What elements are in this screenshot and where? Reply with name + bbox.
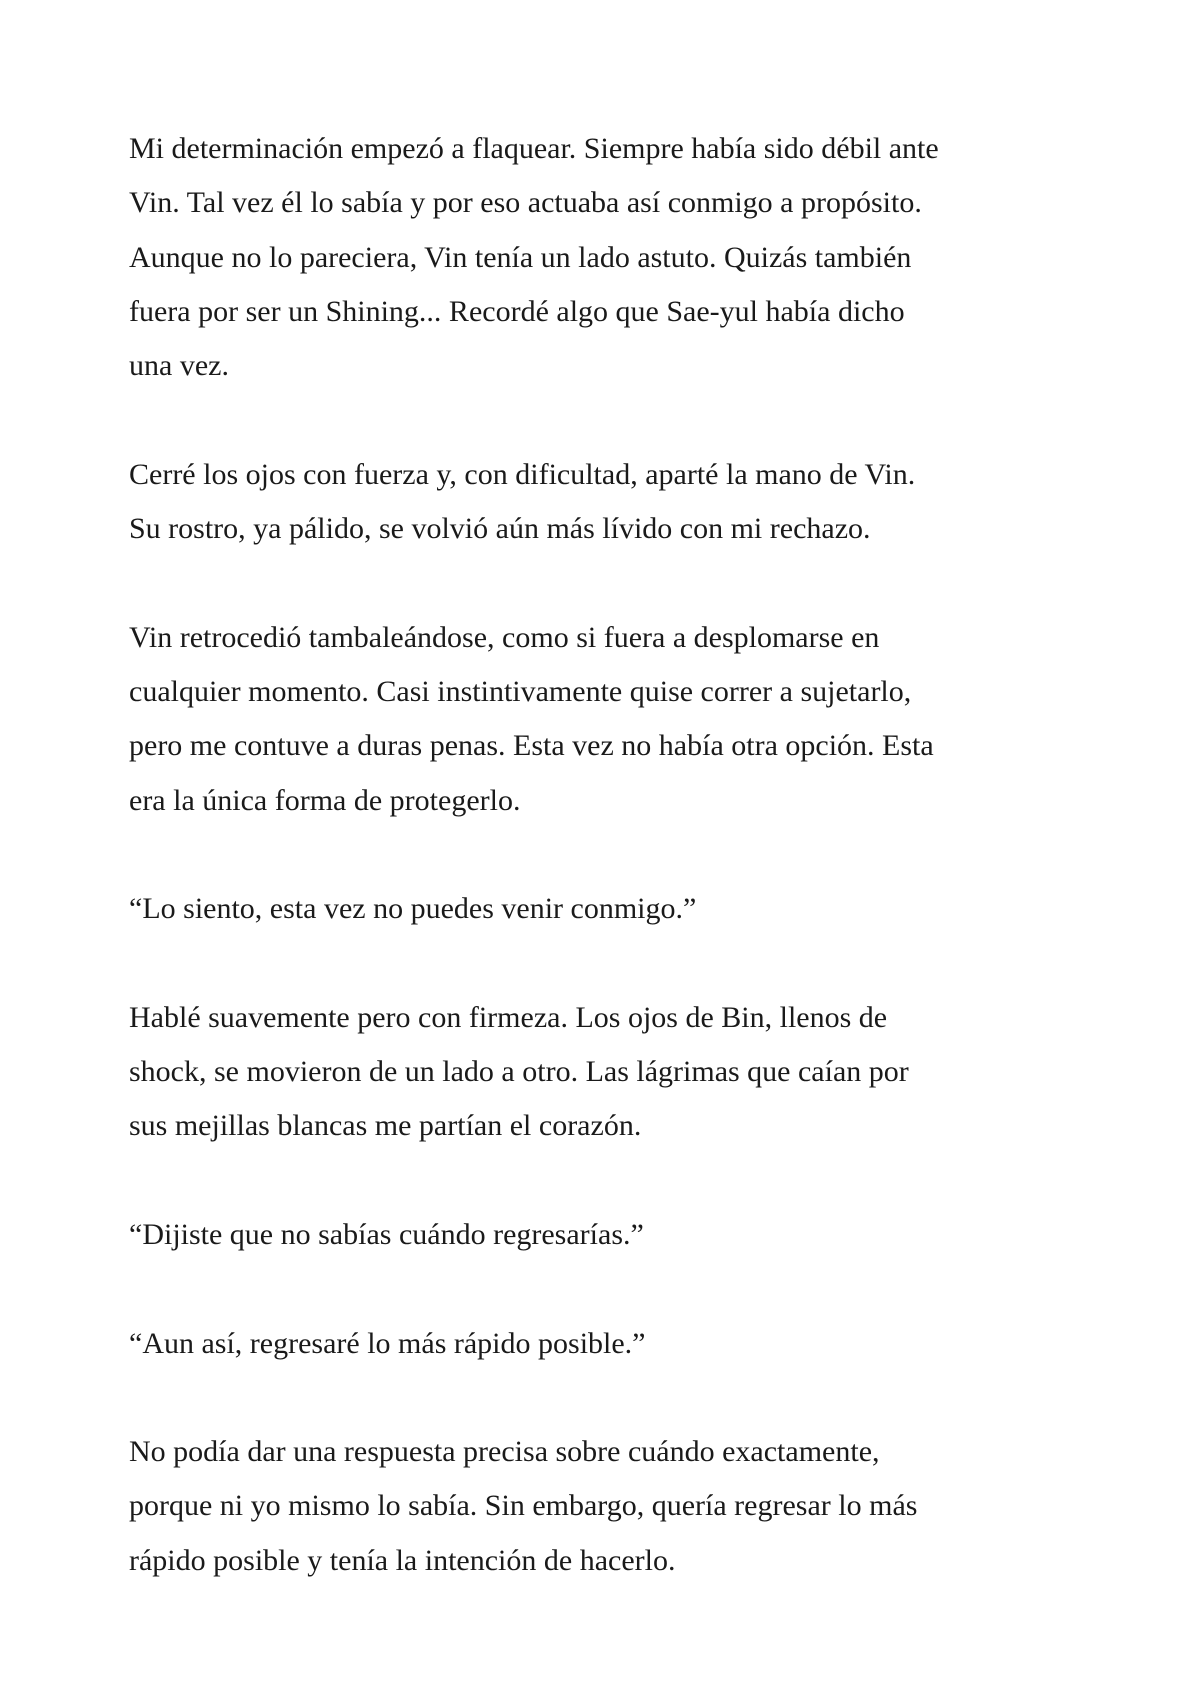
text-line: Cerré los ojos con fuerza y, con dificultad, aparté la mano de Vin. <box>129 457 916 491</box>
paragraph <box>129 882 1129 936</box>
text-line: Vin retrocedió tambaleándose, como si fuera a desplomarse en <box>129 620 880 654</box>
paragraph <box>129 1425 1129 1588</box>
text-line: Vin. Tal vez él lo sabía y por eso actuaba así conmigo a propósito. <box>129 186 922 220</box>
text-line: Hablé suavemente pero con firmeza. Los ojos de Bin, llenos de <box>129 1000 888 1034</box>
text-line: porque ni yo mismo lo sabía. Sin embargo, quería regresar lo más <box>129 1489 918 1523</box>
text-line: “Dijiste que no sabías cuándo regresarías.” <box>129 1217 644 1251</box>
document-page <box>129 122 1129 1642</box>
paragraph <box>129 448 1129 557</box>
text-line: shock, se movieron de un lado a otro. Las lágrimas que caían por <box>129 1055 909 1089</box>
paragraph <box>129 1317 1129 1371</box>
text-line: “Aun así, regresaré lo más rápido posible.” <box>129 1326 646 1360</box>
text-line: pero me contuve a duras penas. Esta vez no había otra opción. Esta <box>129 729 934 763</box>
paragraph <box>129 991 1129 1154</box>
text-line: cualquier momento. Casi instintivamente quise correr a sujetarlo, <box>129 674 912 708</box>
text-line: fuera por ser un Shining... Recordé algo que Sae-yul había dicho <box>129 294 905 328</box>
text-line: sus mejillas blancas me partían el corazón. <box>129 1109 642 1143</box>
text-line: “Lo siento, esta vez no puedes venir conmigo.” <box>129 892 697 926</box>
text-line: No podía dar una respuesta precisa sobre cuándo exactamente, <box>129 1435 880 1469</box>
text-line: una vez. <box>129 349 229 383</box>
paragraph <box>129 122 1129 393</box>
text-line: Su rostro, ya pálido, se volvió aún más lívido con mi rechazo. <box>129 512 871 546</box>
text-line: era la única forma de protegerlo. <box>129 783 521 817</box>
text-line: Aunque no lo pareciera, Vin tenía un lado astuto. Quizás también <box>129 240 912 274</box>
paragraph <box>129 611 1129 828</box>
paragraph <box>129 1208 1129 1262</box>
text-line: rápido posible y tenía la intención de hacerlo. <box>129 1543 676 1577</box>
text-line: Mi determinación empezó a flaquear. Siempre había sido débil ante <box>129 132 939 165</box>
